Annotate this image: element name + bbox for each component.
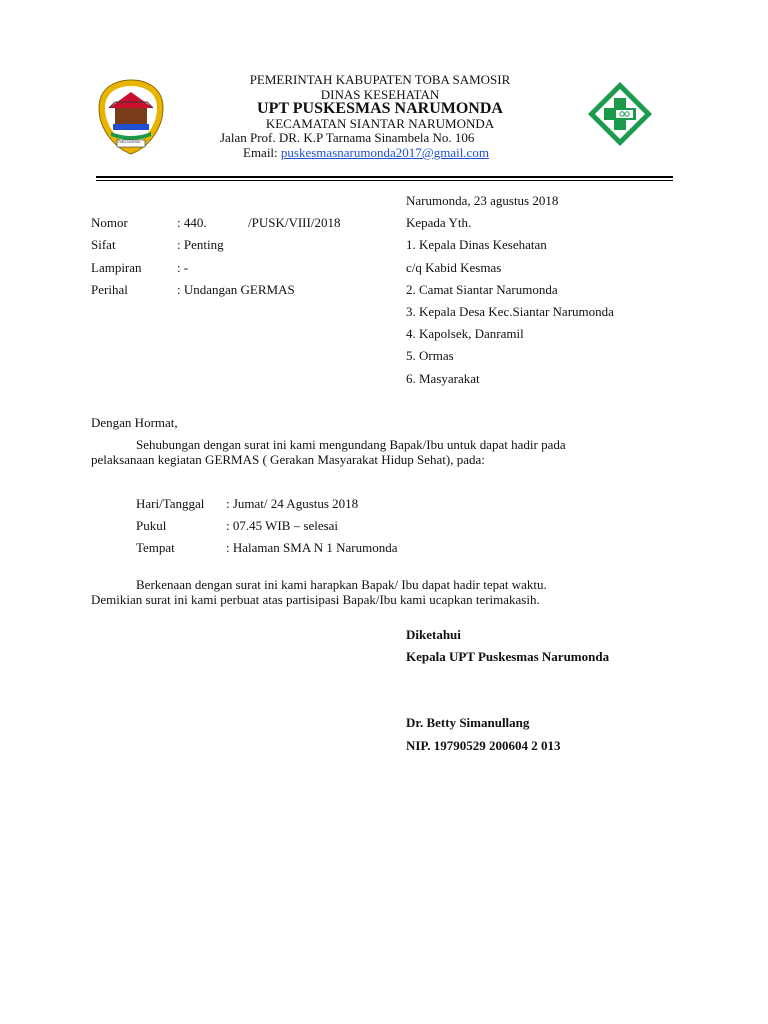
schedule-label-place: Tempat (136, 540, 175, 555)
recipient-line: 4. Kapolsek, Danramil (406, 326, 524, 341)
meta-label-lampiran: Lampiran (91, 260, 142, 275)
meta-label-perihal: Perihal (91, 282, 128, 297)
paragraph-2-line-1: Berkenaan dengan surat ini kami harapkan Bapak/ Ibu dapat hadir tepat waktu. (136, 577, 547, 592)
recipient-line: 5. Ormas (406, 348, 454, 363)
place-date: Narumonda, 23 agustus 2018 (406, 193, 559, 208)
recipient-line: 2. Camat Siantar Narumonda (406, 282, 558, 297)
email-link[interactable]: puskesmasnarumonda2017@gmail.com (280, 145, 489, 160)
puskesmas-logo (586, 80, 654, 148)
recipient-line: Kepada Yth. (406, 215, 472, 230)
header-divider-thin (96, 180, 673, 181)
schedule-value-time: : 07.45 WIB – selesai (226, 518, 339, 533)
header-title: UPT PUSKESMAS NARUMONDA (257, 100, 503, 117)
meta-value-sifat: : Penting (177, 237, 224, 252)
header-line-department: DINAS KESEHATAN (320, 87, 440, 102)
regency-seal-logo (95, 78, 167, 156)
schedule-value-date: : Jumat/ 24 Agustus 2018 (226, 496, 359, 511)
header-divider-thick (96, 176, 673, 178)
meta-value-lampiran: : - (177, 260, 189, 275)
recipient-line: c/q Kabid Kesmas (406, 260, 502, 275)
header-line-subdistrict: KECAMATAN SIANTAR NARUMONDA (265, 116, 495, 131)
signature-nip: NIP. 19790529 200604 2 013 (406, 738, 561, 753)
signature-position: Kepala UPT Puskesmas Narumonda (406, 649, 610, 664)
header-address: Jalan Prof. DR. K.P Tarnama Sinambela No. 106 (220, 130, 475, 145)
regency-seal-text: TOBA SAMOSIR (118, 140, 141, 144)
recipient-line: 3. Kepala Desa Kec.Siantar Narumonda (406, 304, 614, 319)
paragraph-2-line-2: Demikian surat ini kami perbuat atas partisipasi Bapak/Ibu kami ucapkan terimakasih. (91, 592, 540, 607)
meta-value-nomor: : 440. (177, 215, 207, 230)
paragraph-1-line-1: Sehubungan dengan surat ini kami mengundang Bapak/Ibu untuk dapat hadir pada (136, 437, 566, 452)
schedule-label-time: Pukul (136, 518, 167, 533)
meta-value-nomor-suffix: /PUSK/VIII/2018 (248, 215, 341, 230)
signature-name: Dr. Betty Simanullang (406, 715, 530, 730)
header-line-government: PEMERINTAH KABUPATEN TOBA SAMOSIR (249, 72, 511, 87)
schedule-value-place: : Halaman SMA N 1 Narumonda (226, 540, 398, 555)
meta-label-sifat: Sifat (91, 237, 116, 252)
recipient-line: 1. Kepala Dinas Kesehatan (406, 237, 547, 252)
meta-label-nomor: Nomor (91, 215, 128, 230)
meta-value-perihal: : Undangan GERMAS (177, 282, 295, 297)
schedule-label-date: Hari/Tanggal (136, 496, 205, 511)
recipient-line: 6. Masyarakat (406, 371, 480, 386)
email-label: Email: (243, 145, 281, 160)
greeting: Dengan Hormat, (91, 415, 178, 430)
header-email-line (243, 145, 489, 161)
paragraph-1-line-2: pelaksanaan kegiatan GERMAS ( Gerakan Masyarakat Hidup Sehat), pada: (91, 452, 485, 467)
signature-acknowledged: Diketahui (406, 627, 461, 642)
